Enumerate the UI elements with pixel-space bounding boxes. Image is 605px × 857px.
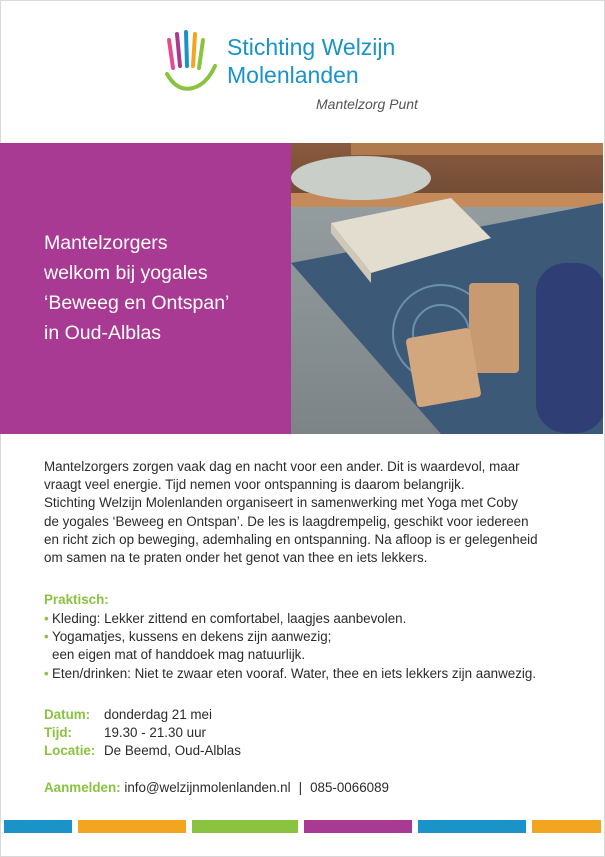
bullet-icon: • bbox=[44, 611, 49, 626]
date-row bbox=[44, 706, 241, 724]
footer-bar bbox=[304, 820, 412, 833]
list-item bbox=[44, 610, 584, 628]
practical-list bbox=[44, 610, 584, 683]
list-item bbox=[44, 628, 584, 646]
bullet-icon: • bbox=[44, 629, 49, 645]
date-label: Datum: bbox=[44, 707, 91, 722]
hero-title bbox=[44, 228, 284, 348]
list-item-text: Yogamatjes, kussens en dekens zijn aanwezig; bbox=[52, 629, 332, 645]
bullet-icon: • bbox=[44, 665, 49, 681]
hand-logo-icon bbox=[163, 28, 219, 94]
footer-bar bbox=[4, 820, 72, 833]
time-label: Tijd: bbox=[44, 725, 73, 741]
org-subtitle: Mantelzorg Punt bbox=[316, 96, 418, 112]
list-item-text: Eten/drinken: Niet te zwaar eten vooraf. Water, thee en iets lekkers zijn aanwezig. bbox=[52, 665, 537, 681]
signup-separator: | bbox=[298, 780, 303, 795]
date-value: donderdag 21 mei bbox=[104, 707, 212, 722]
location-label: Locatie: bbox=[44, 743, 96, 759]
list-item-continuation: een eigen mat of handdoek mag natuurlijk. bbox=[52, 647, 306, 663]
footer-bar bbox=[192, 820, 298, 833]
yoga-photo bbox=[291, 143, 603, 434]
location-value: De Beemd, Oud-Alblas bbox=[104, 743, 241, 759]
org-name bbox=[227, 33, 487, 89]
hero-title-line: Mantelzorgers bbox=[44, 232, 168, 254]
hero-title-line: welkom bij yogales bbox=[44, 262, 208, 284]
hero-title-line: ‘Beweeg en Ontspan’ bbox=[44, 292, 230, 314]
hero-title-line: in Oud-Alblas bbox=[44, 322, 162, 344]
footer-color-bars bbox=[0, 820, 605, 833]
intro-line: vraagt veel energie. Tijd nemen voor ontspanning is daarom belangrijk. bbox=[44, 477, 465, 493]
footer-bar bbox=[532, 820, 601, 833]
org-name-line1: Stichting Welzijn bbox=[227, 34, 396, 60]
intro-line: Mantelzorgers zorgen vaak dag en nacht voor een ander. Dit is waardevol, maar bbox=[44, 459, 520, 474]
practical-heading: Praktisch: bbox=[44, 592, 109, 607]
org-name-line2: Molenlanden bbox=[227, 62, 359, 88]
intro-text bbox=[44, 458, 566, 567]
list-item bbox=[44, 665, 584, 683]
signup-line bbox=[44, 780, 389, 795]
intro-line: Stichting Welzijn Molenlanden organiseert in samenwerking met Yoga met Coby bbox=[44, 495, 518, 511]
signup-label: Aanmelden: bbox=[44, 780, 121, 795]
footer-bar bbox=[78, 820, 186, 833]
intro-line: om samen na te praten onder het genot van thee en iets lekkers. bbox=[44, 550, 428, 566]
intro-line: de yogales ‘Beweeg en Ontspan’. De les is laagdrempelig, geschikt voor iedereen bbox=[44, 513, 529, 529]
time-row bbox=[44, 724, 241, 742]
location-row bbox=[44, 742, 241, 760]
footer-bar bbox=[418, 820, 526, 833]
time-value: 19.30 - 21.30 uur bbox=[104, 725, 206, 741]
signup-phone[interactable]: 085-0066089 bbox=[310, 780, 389, 795]
intro-line: en richt zich op beweging, ademhaling en ontspanning. Na afloop is er gelegenheid bbox=[44, 531, 538, 547]
list-item-text: Kleding: Lekker zittend en comfortabel, laagjes aanbevolen. bbox=[52, 611, 407, 626]
event-details bbox=[44, 706, 241, 761]
signup-email[interactable]: info@welzijnmolenlanden.nl bbox=[124, 780, 291, 795]
